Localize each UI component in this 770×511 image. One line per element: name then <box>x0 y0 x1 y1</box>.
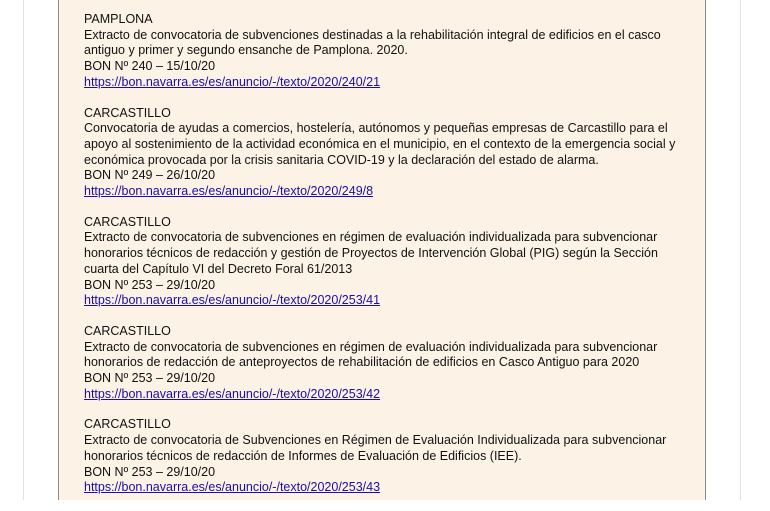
municipality-name: CARCASTILLO <box>84 105 171 120</box>
announcement-entry <box>84 12 694 91</box>
announcement-entry <box>84 215 694 309</box>
announcement-link[interactable]: https://bon.navarra.es/es/anuncio/-/texto/2020/249/8 <box>84 184 374 199</box>
announcement-description: Extracto de convocatoria de subvenciones destinadas a la rehabilitación integral de edificios en el casco antiguo y primer y segundo ensanche de Pamplona. 2020. <box>84 27 661 58</box>
announcement-list <box>84 12 694 511</box>
announcement-description: Extracto de convocatoria de Subvenciones en Régimen de Evaluación Individualizada para subvencionar honorarios técnicos de redacción de Informes de Evaluación de Edificios (IEE). <box>84 433 667 463</box>
municipality-name: CARCASTILLO <box>84 323 171 338</box>
announcement-entry <box>84 417 694 496</box>
announcement-link[interactable]: https://bon.navarra.es/es/anuncio/-/texto/2020/253/42 <box>84 386 381 401</box>
bulletin-reference: BON Nº 253 – 29/10/20 <box>84 277 216 292</box>
municipality-name: PAMPLONA <box>84 12 153 26</box>
announcement-entry <box>84 324 694 403</box>
bulletin-reference: BON Nº 253 – 29/10/20 <box>84 371 216 386</box>
bulletin-reference: BON Nº 249 – 26/10/20 <box>84 168 216 183</box>
announcement-description: Convocatoria de ayudas a comercios, hostelería, autónomos y pequeñas empresas de Carcastillo para el apoyo al sostenimiento de la actividad económica en el municipio, en el contexto de la emergencia social y económica provocada por la crisis sanitaria COVID-19 y la declaración del estado de alarma. <box>84 121 676 167</box>
announcement-description: Extracto de convocatoria de subvenciones en régimen de evaluación individualizada para subvencionar honorarios de redacción de anteproyectos de rehabilitación de edificios en Casco Antiguo para 2020 <box>84 339 658 370</box>
municipality-name: CARCASTILLO <box>84 417 171 432</box>
announcement-link[interactable]: https://bon.navarra.es/es/anuncio/-/texto/2020/253/43 <box>84 480 381 495</box>
announcement-entry <box>84 106 694 200</box>
announcement-description: Extracto de convocatoria de subvenciones en régimen de evaluación individualizada para subvencionar honorarios técnicos de redacción y gestión de Proyectos de Intervención Global (PIG) según la Sección cuarta del Capítulo VI del Decreto Foral 61/2013 <box>84 230 658 276</box>
municipality-name: CARCASTILLO <box>84 214 171 229</box>
bulletin-reference: BON Nº 253 – 29/10/20 <box>84 464 216 479</box>
announcement-link[interactable]: https://bon.navarra.es/es/anuncio/-/texto/2020/240/21 <box>84 74 381 89</box>
bulletin-reference: BON Nº 240 – 15/10/20 <box>84 59 216 74</box>
announcement-link[interactable]: https://bon.navarra.es/es/anuncio/-/texto/2020/253/41 <box>84 293 381 308</box>
